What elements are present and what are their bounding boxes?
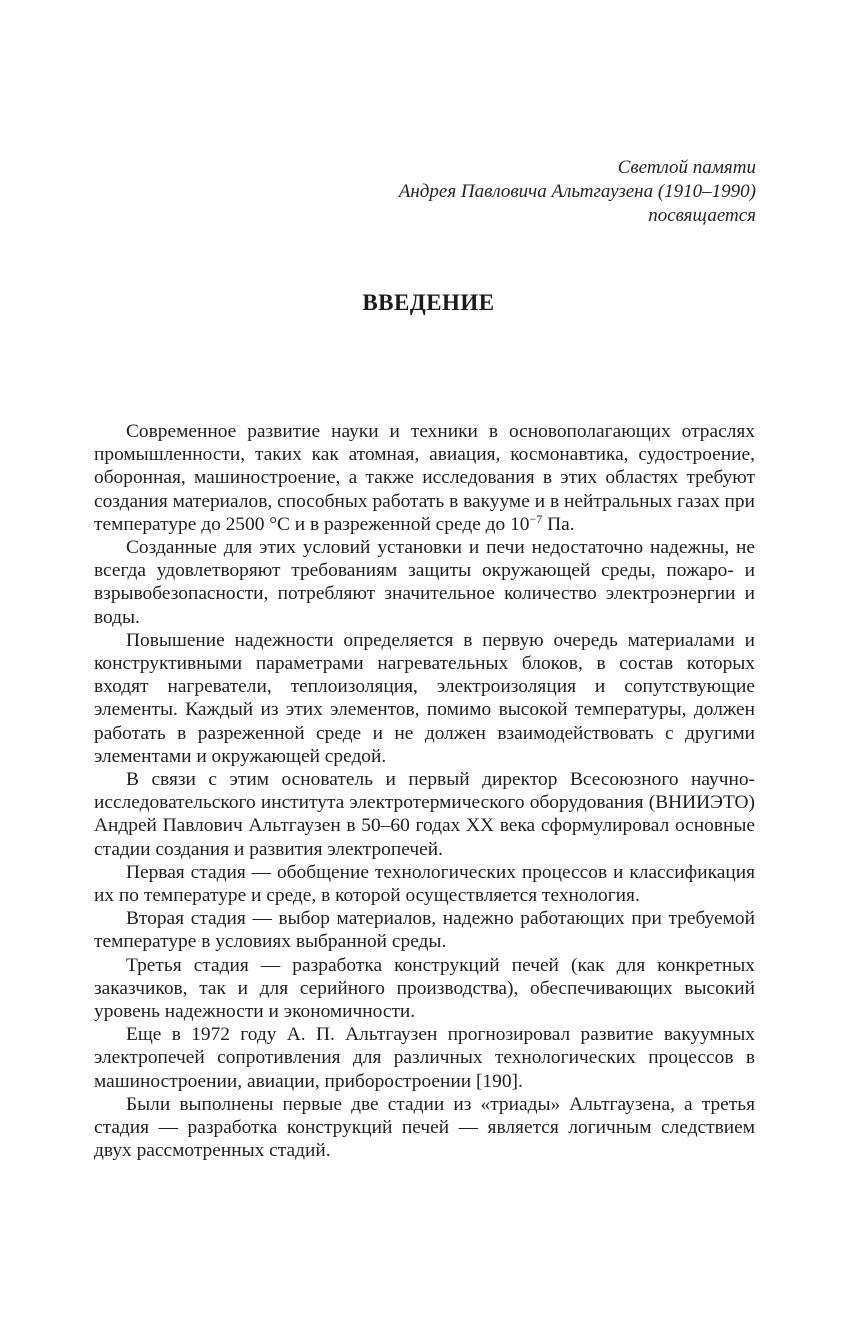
- dedication: [399, 156, 756, 228]
- paragraph-7: Третья стадия — разработка конструкций печей (как для конкретных заказчиков, так и для серийного производства), обеспечивающих высокий уровень надежности и экономичности.: [94, 954, 755, 1023]
- paragraph-1: [94, 420, 755, 536]
- paragraph-1-unit: Па.: [542, 513, 575, 535]
- body-text: [94, 420, 755, 1163]
- chapter-title: ВВЕДЕНИЕ: [362, 290, 495, 315]
- dedication-line-2: Андрея Павловича Альтгаузена (1910–1990): [398, 181, 756, 202]
- paragraph-1-text: Современное развитие науки и техники в основополагающих отраслях промышленности, таких как атомная, авиация, космонавтика, судостроение, оборонная, машиностроение, а также исследования в этих областях требуют создания материалов, способных работать в вакууме и в нейтральных газах при температуре до 2500 °C и в разреженной среде до 10: [94, 421, 755, 535]
- dedication-line-3: посвящается: [648, 205, 756, 226]
- dedication-line-1: Светлой памяти: [617, 157, 756, 178]
- paragraph-9: Были выполнены первые две стадии из «триады» Альтгаузена, а третья стадия — разработка конструкций печей — является логичным следствием двух рассмотренных стадий.: [94, 1093, 755, 1162]
- paragraph-2: Созданные для этих условий установки и печи недостаточно надежны, не всегда удовлетворяют требованиям защиты окружающей среды, пожаро- и взрывобезопасности, потребляют значительное количество электроэнергии и воды.: [94, 537, 755, 628]
- exponent: −7: [529, 511, 543, 526]
- paragraph-4: В связи с этим основатель и первый директор Всесоюзного научно-исследовательского института электротермического оборудования (ВНИИЭТО) Андрей Павлович Альтгаузен в 50–60 годах XX века сформулировал основные стадии создания и развития электропечей.: [94, 769, 755, 860]
- paragraph-8: Еще в 1972 году А. П. Альтгаузен прогнозировал развитие вакуумных электропечей сопротивления для различных технологических процессов в машиностроении, авиации, приборостроении [190].: [94, 1024, 755, 1092]
- paragraph-5: Первая стадия — обобщение технологических процессов и классификация их по температуре и среде, в которой осуществляется технология.: [94, 861, 755, 907]
- paragraph-3: Повышение надежности определяется в первую очередь материалами и конструктивными параметрами нагревательных блоков, в состав которых входят нагреватели, теплоизоляция, электроизоляция и сопутствующие элементы. Каждый из этих элементов, помимо высокой температуры, должен работать в разреженной среде и не должен взаимодействовать с другими элементами и окружающей средой.: [94, 629, 755, 767]
- paragraph-6: Вторая стадия — выбор материалов, надежно работающих при требуемой температуре в условиях выбранной среды.: [94, 908, 755, 953]
